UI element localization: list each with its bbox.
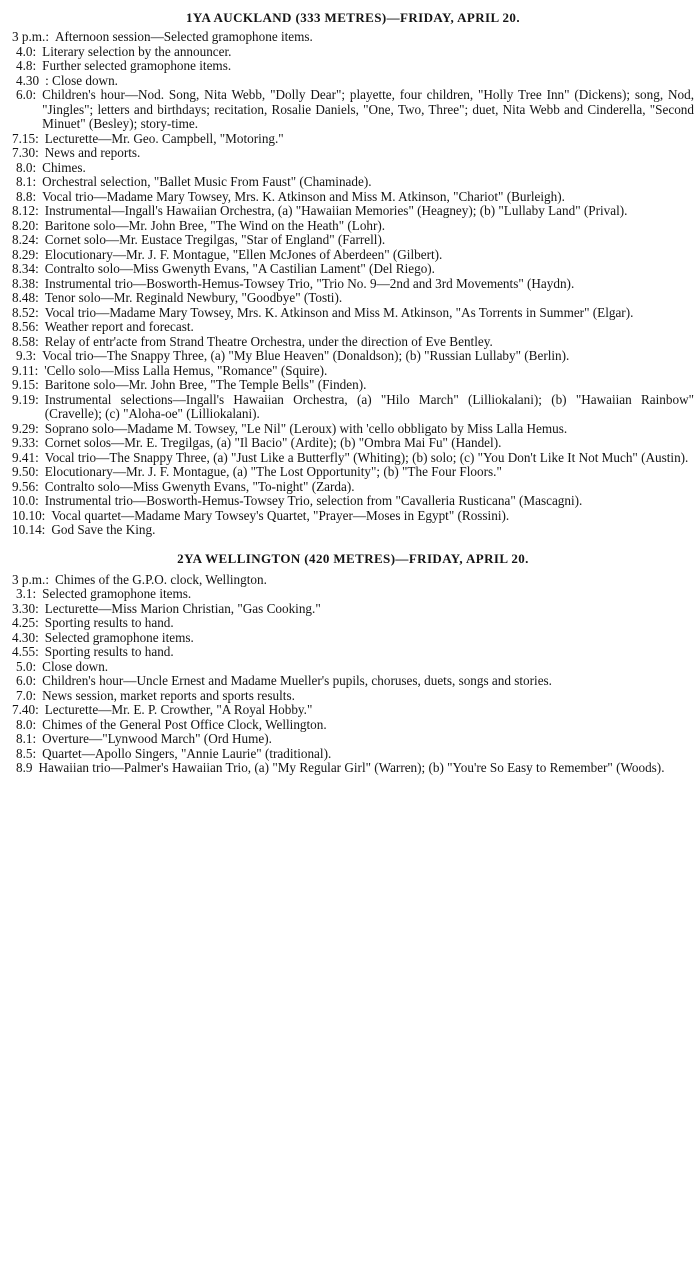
- programme-entry: [12, 689, 694, 704]
- entry-description: Lecturette—Mr. Geo. Campbell, "Motoring.": [44, 130, 284, 146]
- entry-time: 4.30:: [12, 629, 39, 645]
- entry-description: Afternoon session—Selected gramophone items.: [55, 29, 313, 44]
- programme-entry: [12, 59, 694, 74]
- entry-time: 8.9: [16, 760, 33, 775]
- entry-time: 9.56:: [12, 478, 39, 494]
- programme-entry: [12, 161, 694, 176]
- programme-entry: [12, 378, 694, 393]
- entry-time: 6.0:: [16, 673, 37, 688]
- entry-description: Contralto solo—Miss Gwenyth Evans, "To-night" (Zarda).: [44, 478, 355, 494]
- programme-entry: [12, 732, 694, 747]
- programme-entry: [12, 494, 694, 509]
- programme-entry: [12, 364, 694, 379]
- programme-list: [12, 30, 694, 538]
- entry-description: Cornet solo—Mr. Eustace Tregilgas, "Star of England" (Farrell).: [44, 232, 386, 247]
- programme-entry: [12, 349, 694, 364]
- programme-entry: [12, 718, 694, 733]
- entry-description: Sporting results to hand.: [44, 615, 174, 630]
- programme-entry: [12, 204, 694, 219]
- entry-time: 6.0:: [16, 87, 37, 102]
- entry-description: : Close down.: [45, 72, 118, 88]
- entry-time: 9.50:: [12, 464, 39, 479]
- entry-description: Contralto solo—Miss Gwenyth Evans, "A Castilian Lament" (Del Riego).: [44, 261, 435, 276]
- programme-entry: [12, 88, 694, 132]
- entry-time: 3 p.m.:: [12, 571, 49, 587]
- programme-entry: [12, 674, 694, 689]
- entry-time: 8.58:: [12, 333, 39, 349]
- programme-entry: [12, 436, 694, 451]
- entry-description: Relay of entr'acte from Strand Theatre Orchestra, under the direction of Eve Bentley.: [44, 333, 493, 349]
- entry-description: News session, market reports and sports results.: [42, 687, 295, 703]
- entry-time: 8.12:: [12, 203, 39, 218]
- entry-time: 8.56:: [12, 319, 39, 334]
- entry-time: 5.0:: [16, 658, 37, 674]
- entry-time: 7.15:: [12, 130, 39, 146]
- programme-entry: [12, 74, 694, 89]
- entry-time: 4.25:: [12, 615, 39, 630]
- programme-entry: [12, 645, 694, 660]
- entry-description: Baritone solo—Mr. John Bree, "The Temple Bells" (Finden).: [44, 377, 367, 392]
- entry-time: 4.0:: [16, 43, 37, 59]
- programme-entry: [12, 660, 694, 675]
- entry-time: 8.34:: [12, 261, 39, 276]
- entry-description: News and reports.: [44, 145, 141, 160]
- entry-description: Vocal trio—Madame Mary Towsey, Mrs. K. Atkinson and Miss M. Atkinson, "Chariot" (Burleigh).: [42, 188, 565, 204]
- programme-entry: [12, 480, 694, 495]
- programme-entry: [12, 422, 694, 437]
- entry-time: 8.20:: [12, 217, 39, 233]
- programme-entry: [12, 132, 694, 147]
- entry-time: 8.5:: [16, 745, 37, 761]
- entry-description: Instrumental—Ingall's Hawaiian Orchestra, (a) "Hawaiian Memories" (Heagney); (b) "Lullaby Land" (Prival).: [44, 203, 628, 218]
- entry-time: 8.29:: [12, 246, 39, 262]
- entry-description: Chimes of the General Post Office Clock, Wellington.: [42, 716, 327, 732]
- entry-time: 3.30:: [12, 600, 39, 616]
- entry-description: Quartet—Apollo Singers, "Annie Laurie" (traditional).: [42, 745, 332, 761]
- 2ya-wellington-programme: [12, 547, 694, 776]
- programme-entry: [12, 509, 694, 524]
- programme-entry: [12, 248, 694, 263]
- programme-entry: [12, 465, 694, 480]
- programme-entry: [12, 320, 694, 335]
- 1ya-auckland-programme: [12, 0, 694, 538]
- entry-description: Close down.: [42, 658, 109, 674]
- programme-entry: [12, 219, 694, 234]
- entry-time: 8.1:: [16, 174, 37, 189]
- entry-description: Sporting results to hand.: [44, 644, 174, 659]
- section-heading: 2YA WELLINGTON (420 METRES)—FRIDAY, APRIL 20.: [177, 550, 529, 566]
- entry-time: 9.3:: [16, 348, 37, 363]
- entry-description: Vocal quartet—Madame Mary Towsey's Quartet, "Prayer—Moses in Egypt" (Rossini).: [51, 507, 510, 523]
- programme-entry: [12, 146, 694, 161]
- entry-description: Lecturette—Miss Marion Christian, "Gas Cooking.": [44, 600, 321, 616]
- programme-entry: [12, 616, 694, 631]
- entry-time: 4.55:: [12, 644, 39, 659]
- entry-description: Literary selection by the announcer.: [42, 43, 232, 59]
- programme-entry: [12, 190, 694, 205]
- programme-entry: [12, 291, 694, 306]
- programme-entry: [12, 761, 694, 776]
- entry-description: Instrumental selections—Ingall's Hawaiian Orchestra, (a) "Hilo March" (Lilliokalani); (b) "Hawaiian Rainbow" (Cravelle); (c) "Aloha-oe" (Lilliokalani).: [44, 391, 694, 421]
- entry-time: 10.10:: [12, 507, 46, 523]
- entry-time: 9.15:: [12, 377, 39, 392]
- entry-description: Baritone solo—Mr. John Bree, "The Wind on the Heath" (Lohr).: [44, 217, 386, 233]
- programme-entry: [12, 451, 694, 466]
- programme-entry: [12, 233, 694, 248]
- entry-description: Instrumental trio—Bosworth-Hemus-Towsey Trio, "Trio No. 9—2nd and 3rd Movements" (Haydn).: [44, 275, 575, 291]
- entry-time: 8.52:: [12, 304, 39, 320]
- programme-entry: [12, 393, 694, 422]
- entry-description: Vocal trio—The Snappy Three, (a) "Just Like a Butterfly" (Whiting); (b) solo; (c) "You Don't Like It Not Much" (Austin).: [44, 449, 689, 465]
- entry-time: 7.30:: [12, 145, 39, 160]
- entry-description: Chimes of the G.P.O. clock, Wellington.: [55, 571, 267, 587]
- programme-entry: [12, 523, 694, 538]
- entry-description: Tenor solo—Mr. Reginald Newbury, "Goodbye" (Tosti).: [44, 290, 343, 305]
- entry-description: Selected gramophone items.: [42, 586, 192, 601]
- entry-time: 4.8:: [16, 58, 37, 73]
- entry-time: 9.29:: [12, 420, 39, 436]
- entry-time: 9.41:: [12, 449, 39, 465]
- entry-description: Cornet solos—Mr. E. Tregilgas, (a) "Il Bacio" (Ardite); (b) "Ombra Mai Fu" (Handel).: [44, 435, 502, 450]
- programme-entry: [12, 602, 694, 617]
- entry-time: 3.1:: [16, 586, 37, 601]
- programme-entry: [12, 45, 694, 60]
- entry-description: Elocutionary—Mr. J. F. Montague, (a) "The Lost Opportunity"; (b) "The Four Floors.": [44, 464, 502, 479]
- programme-entry: [12, 277, 694, 292]
- programme-entry: [12, 262, 694, 277]
- entry-description: Chimes.: [42, 159, 86, 175]
- programme-list: [12, 573, 694, 776]
- entry-description: Children's hour—Uncle Ernest and Madame Mueller's pupils, choruses, duets, songs and stories.: [42, 673, 552, 688]
- entry-time: 7.40:: [12, 702, 39, 717]
- entry-description: Hawaiian trio—Palmer's Hawaiian Trio, (a) "My Regular Girl" (Warren); (b) "You're So Easy to Remember" (Woods).: [38, 760, 665, 775]
- programme-entry: [12, 703, 694, 718]
- entry-description: Instrumental trio—Bosworth-Hemus-Towsey Trio, selection from "Cavalleria Rusticana" (Mascagni).: [44, 493, 583, 508]
- entry-time: 9.19:: [12, 391, 39, 407]
- entry-description: Orchestral selection, "Ballet Music From Faust" (Chaminade).: [42, 174, 372, 189]
- entry-description: Soprano solo—Madame M. Towsey, "Le Nil" (Leroux) with 'cello obbligato by Miss Lalla Hemus.: [44, 420, 568, 436]
- entry-description: Children's hour—Nod. Song, Nita Webb, "Dolly Dear"; playette, four children, "Holly Tree Inn" (Dickens); song, Nod, "Jingles"; letters and birthdays; recitation, Rosalie Daniels, "One, Two, Three"; duet, Nita Webb and Cinderella, "Second Minuet" (Besley); story-time.: [42, 87, 694, 131]
- entry-time: 8.8:: [16, 188, 37, 204]
- programme-entry: [12, 573, 694, 588]
- entry-time: 8.24:: [12, 232, 39, 247]
- entry-time: 9.33:: [12, 435, 39, 450]
- entry-time: 8.48:: [12, 290, 39, 305]
- programme-entry: [12, 747, 694, 762]
- entry-time: 7.0:: [16, 687, 37, 703]
- entry-description: Selected gramophone items.: [44, 629, 194, 645]
- entry-time: 8.1:: [16, 731, 37, 746]
- entry-description: Weather report and forecast.: [44, 319, 194, 334]
- entry-description: Further selected gramophone items.: [42, 58, 232, 73]
- programme-entry: [12, 175, 694, 190]
- entry-time: 10.0:: [12, 493, 39, 508]
- entry-time: 3 p.m.:: [12, 29, 49, 44]
- entry-time: 8.38:: [12, 275, 39, 291]
- entry-description: Overture—"Lynwood March" (Ord Hume).: [42, 731, 272, 746]
- entry-description: Vocal trio—Madame Mary Towsey, Mrs. K. Atkinson and Miss M. Atkinson, "As Torrents in Summer" (Elgar).: [44, 304, 634, 320]
- programme-entry: [12, 587, 694, 602]
- entry-time: 9.11:: [12, 362, 39, 378]
- section-heading: 1YA AUCKLAND (333 METRES)—FRIDAY, APRIL 20.: [186, 10, 520, 25]
- programme-entry: [12, 631, 694, 646]
- entry-time: 8.0:: [16, 159, 37, 175]
- programme-entry: [12, 306, 694, 321]
- entry-description: 'Cello solo—Miss Lalla Hemus, "Romance" (Squire).: [44, 362, 328, 378]
- entry-time: 10.14:: [12, 522, 46, 537]
- entry-description: Lecturette—Mr. E. P. Crowther, "A Royal Hobby.": [44, 702, 313, 717]
- entry-time: 4.30: [16, 72, 40, 88]
- entry-time: 8.0:: [16, 716, 37, 732]
- entry-description: God Save the King.: [51, 522, 156, 537]
- programme-entry: [12, 30, 694, 45]
- entry-description: Elocutionary—Mr. J. F. Montague, "Ellen McJones of Aberdeen" (Gilbert).: [44, 246, 443, 262]
- entry-description: Vocal trio—The Snappy Three, (a) "My Blue Heaven" (Donaldson); (b) "Russian Lullaby" (Berlin).: [42, 348, 570, 363]
- programme-entry: [12, 335, 694, 350]
